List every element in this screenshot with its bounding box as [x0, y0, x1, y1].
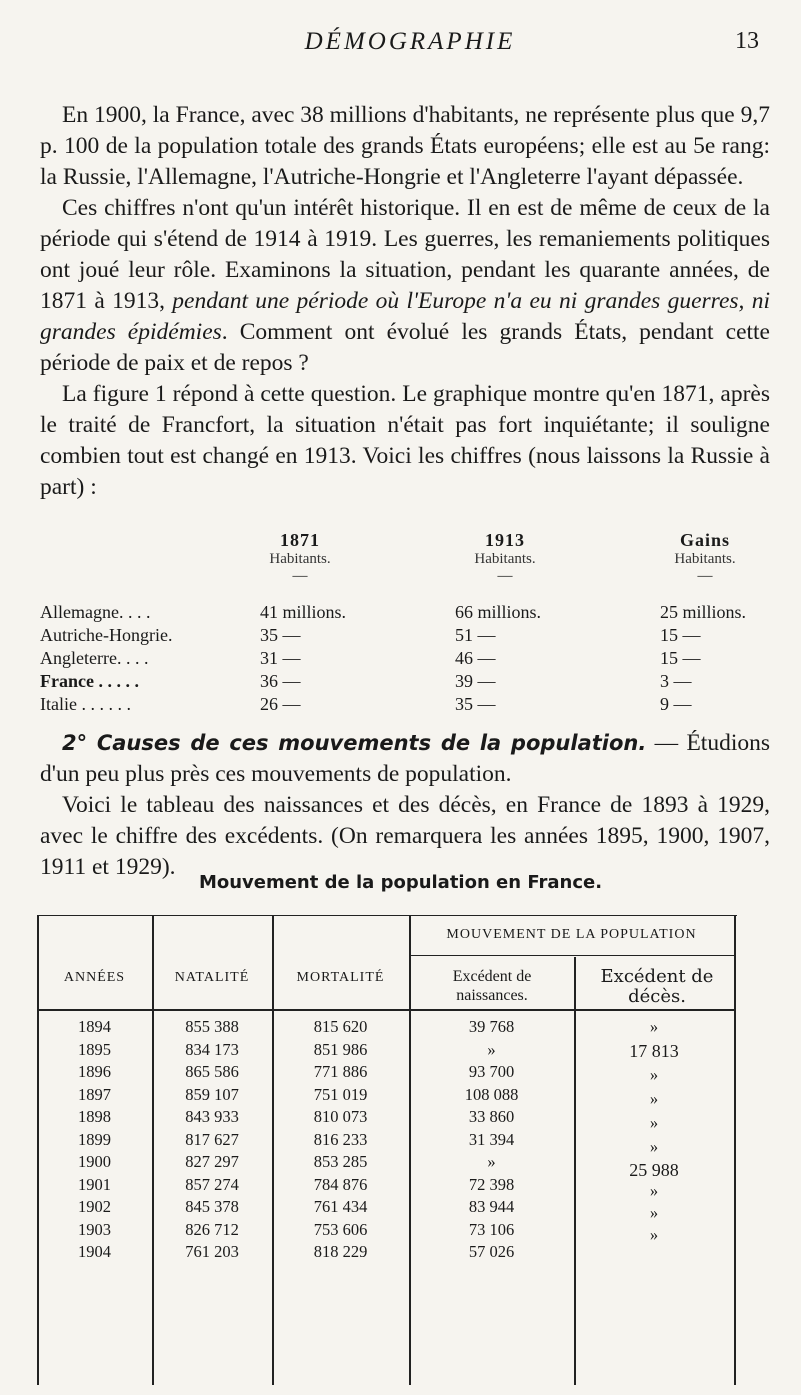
table-top-rule	[37, 915, 737, 916]
natalite-cell: 761 203	[185, 1242, 239, 1261]
section-2-paragraph-1	[40, 728, 770, 790]
value-1871: 41 millions.	[260, 602, 347, 622]
excedent-deces-cell: »	[649, 1137, 659, 1156]
population-row	[40, 625, 775, 647]
mortalite-cell: 810 073	[313, 1107, 368, 1126]
excedent-naissances-cell: »	[487, 1039, 496, 1059]
excedent-deces-cell: »	[649, 1089, 659, 1108]
excedent-naissances-cell: 83 944	[468, 1197, 515, 1216]
mortalite-cell: 753 606	[313, 1219, 368, 1239]
col-1871	[220, 530, 380, 585]
value-1871: 35 —	[260, 625, 301, 645]
mortalite-cell: 818 229	[313, 1242, 368, 1261]
mortalite-cell: 771 886	[313, 1062, 368, 1081]
value-1913: 46 —	[455, 648, 496, 668]
col-1913	[425, 530, 585, 585]
value-gain: 15 —	[660, 625, 701, 645]
excedent-naissances-cell: 72 398	[468, 1174, 515, 1194]
excedent-deces-cell: 17 813	[629, 1041, 679, 1061]
natalite-cell: 845 378	[185, 1197, 239, 1216]
excedent-naissances-cell: »	[487, 1152, 496, 1171]
col-gains-title: Gains	[679, 530, 731, 550]
movement-table	[37, 915, 737, 1385]
col-1871-sub: Habitants.	[269, 551, 331, 567]
paragraph-1: En 1900, la France, avec 38 millions d'habitants, ne représente plus que 9,7 p. 100 de la population totale des grands États européens; elle est au 5e rang: la Russie, l'Allemagne, l'Autriche-Hongrie et l'Angleterre l'ayant dépassée.	[40, 102, 770, 190]
group-rule	[411, 955, 734, 956]
year-cell: 1894	[78, 1017, 111, 1036]
natalite-cell: 827 297	[185, 1152, 239, 1171]
header-rule	[37, 1009, 736, 1011]
header-annees: ANNÉES	[63, 970, 126, 985]
col-1871-rule: —	[292, 568, 308, 584]
year-cell: 1897	[78, 1084, 111, 1104]
country: Autriche-Hongrie.	[40, 625, 173, 645]
value-1913: 39 —	[455, 671, 496, 691]
header-mortalite: MORTALITÉ	[296, 970, 385, 985]
mortalite-cell: 816 233	[313, 1129, 368, 1149]
col-gains-rule: —	[697, 568, 713, 584]
mortalite-cell: 851 986	[313, 1039, 368, 1059]
excedent-deces-cell: »	[649, 1203, 659, 1222]
mortalite-cell: 853 285	[313, 1152, 368, 1171]
country: Angleterre. . . .	[40, 648, 149, 668]
year-cell: 1898	[78, 1107, 111, 1126]
excedent-deces-cell: »	[649, 1017, 659, 1036]
page-number: 13	[735, 28, 759, 54]
excedent-naissances-cell: 93 700	[468, 1062, 515, 1081]
population-row	[40, 671, 775, 693]
header-excedent-naissances: Excédent de naissances.	[452, 968, 532, 1004]
col-1871-year: 1871	[280, 530, 320, 550]
year-cell: 1904	[78, 1242, 111, 1261]
year-cell: 1902	[78, 1197, 111, 1216]
natalite-cell: 826 712	[185, 1219, 239, 1239]
paragraph-2-emphasis: pendant une période où l'Europe n'a eu ni grandes guerres, ni grandes épidémies	[40, 288, 770, 345]
page-header	[0, 0, 801, 70]
paragraph-2-start: Ces chiffres n'ont qu'un intérêt historique. Il en est de même de ceux de la période qui s'étend de 1914 à 1919. Les guerres, les remaniements politiques ont joué leur rôle. Examinons la situation, pendant les quarante années, de 1871 à 1913,	[40, 195, 770, 314]
natalite-cell: 857 274	[185, 1174, 239, 1194]
year-cell: 1903	[78, 1219, 111, 1239]
col-gains	[625, 530, 785, 585]
mortalite-cell: 761 434	[313, 1197, 368, 1216]
natalite-cell: 817 627	[185, 1129, 239, 1149]
country: France . . . . .	[40, 671, 139, 691]
value-1913: 66 millions.	[455, 602, 542, 622]
population-table-header	[40, 530, 775, 590]
col-1913-sub: Habitants.	[474, 551, 536, 567]
natalite-cell: 843 933	[185, 1107, 239, 1126]
population-row	[40, 648, 775, 670]
natalite-cell: 865 586	[185, 1062, 239, 1081]
year-cell: 1901	[78, 1174, 111, 1194]
year-cell: 1900	[78, 1152, 111, 1171]
value-1871: 36 —	[260, 671, 301, 691]
value-gain: 25 millions.	[660, 602, 747, 622]
mortalite-cell: 815 620	[313, 1017, 368, 1036]
table-border-right	[734, 915, 736, 1385]
excedent-naissances-cell: 31 394	[468, 1129, 515, 1149]
value-1913: 51 —	[455, 625, 496, 645]
section-heading: 2° Causes de ces mouvements de la population.	[62, 731, 647, 755]
col-1913-rule: —	[497, 568, 513, 584]
section-2	[40, 728, 770, 883]
country: Allemagne. . . .	[40, 602, 151, 622]
header-excedent-deces: Excédent de décès.	[600, 966, 714, 1007]
mortalite-cell: 784 876	[313, 1174, 368, 1194]
excedent-deces-cell: 25 988	[629, 1160, 679, 1180]
value-1871: 31 —	[260, 648, 301, 668]
excedent-deces-cell: »	[649, 1181, 659, 1200]
value-gain: 9 —	[660, 694, 692, 714]
natalite-cell: 859 107	[185, 1084, 239, 1104]
excedent-naissances-cell: 73 106	[468, 1219, 515, 1239]
population-row	[40, 694, 775, 716]
excedent-naissances-cell: 33 860	[468, 1107, 515, 1126]
excedent-deces-cell: »	[649, 1113, 659, 1132]
column-divider	[409, 915, 411, 1385]
col-1913-year: 1913	[485, 530, 525, 550]
excedent-deces-cell: »	[649, 1065, 659, 1084]
value-1913: 35 —	[455, 694, 496, 714]
value-gain: 15 —	[660, 648, 701, 668]
section-2-lead: — Étudions d'un peu plus près ces mouvements de population.	[40, 730, 770, 787]
body-text	[40, 100, 770, 503]
year-cell: 1899	[78, 1129, 111, 1149]
excedent-naissances-cell: 39 768	[468, 1017, 515, 1036]
paragraph-2	[40, 193, 770, 379]
excedent-deces-cell: »	[649, 1225, 659, 1244]
paragraph-3: La figure 1 répond à cette question. Le graphique montre qu'en 1871, après le traité de Francfort, la situation n'était pas fort inquiétante; il souligne combien tout est changé en 1913. Voici les chiffres (nous laissons la Russie à part) :	[40, 381, 770, 500]
population-row	[40, 602, 775, 624]
natalite-cell: 834 173	[185, 1039, 239, 1059]
year-cell: 1896	[78, 1062, 111, 1081]
natalite-cell: 855 388	[185, 1017, 239, 1036]
excedent-naissances-cell: 108 088	[464, 1084, 519, 1104]
header-mouvement: MOUVEMENT DE LA POPULATION	[446, 927, 697, 942]
col-gains-sub: Habitants.	[674, 551, 736, 567]
year-cell: 1895	[78, 1039, 111, 1059]
value-1871: 26 —	[260, 694, 301, 714]
running-title: DÉMOGRAPHIE	[304, 28, 516, 55]
excedent-naissances-cell: 57 026	[468, 1242, 515, 1261]
mortalite-cell: 751 019	[313, 1084, 368, 1104]
country: Italie . . . . . .	[40, 694, 131, 714]
value-gain: 3 —	[660, 671, 692, 691]
section-2-paragraph-2: Voici le tableau des naissances et des décès, en France de 1893 à 1929, avec le chiffre des excédents. (On remarquera les années 1895, 1900, 1907, 1911 et 1929).	[40, 792, 770, 880]
header-natalite: NATALITÉ	[174, 970, 250, 985]
paragraph-2-end: . Comment ont évolué les grands États, pendant cette période de paix et de repos ?	[40, 319, 770, 376]
table-caption: Mouvement de la population en France.	[198, 872, 603, 893]
